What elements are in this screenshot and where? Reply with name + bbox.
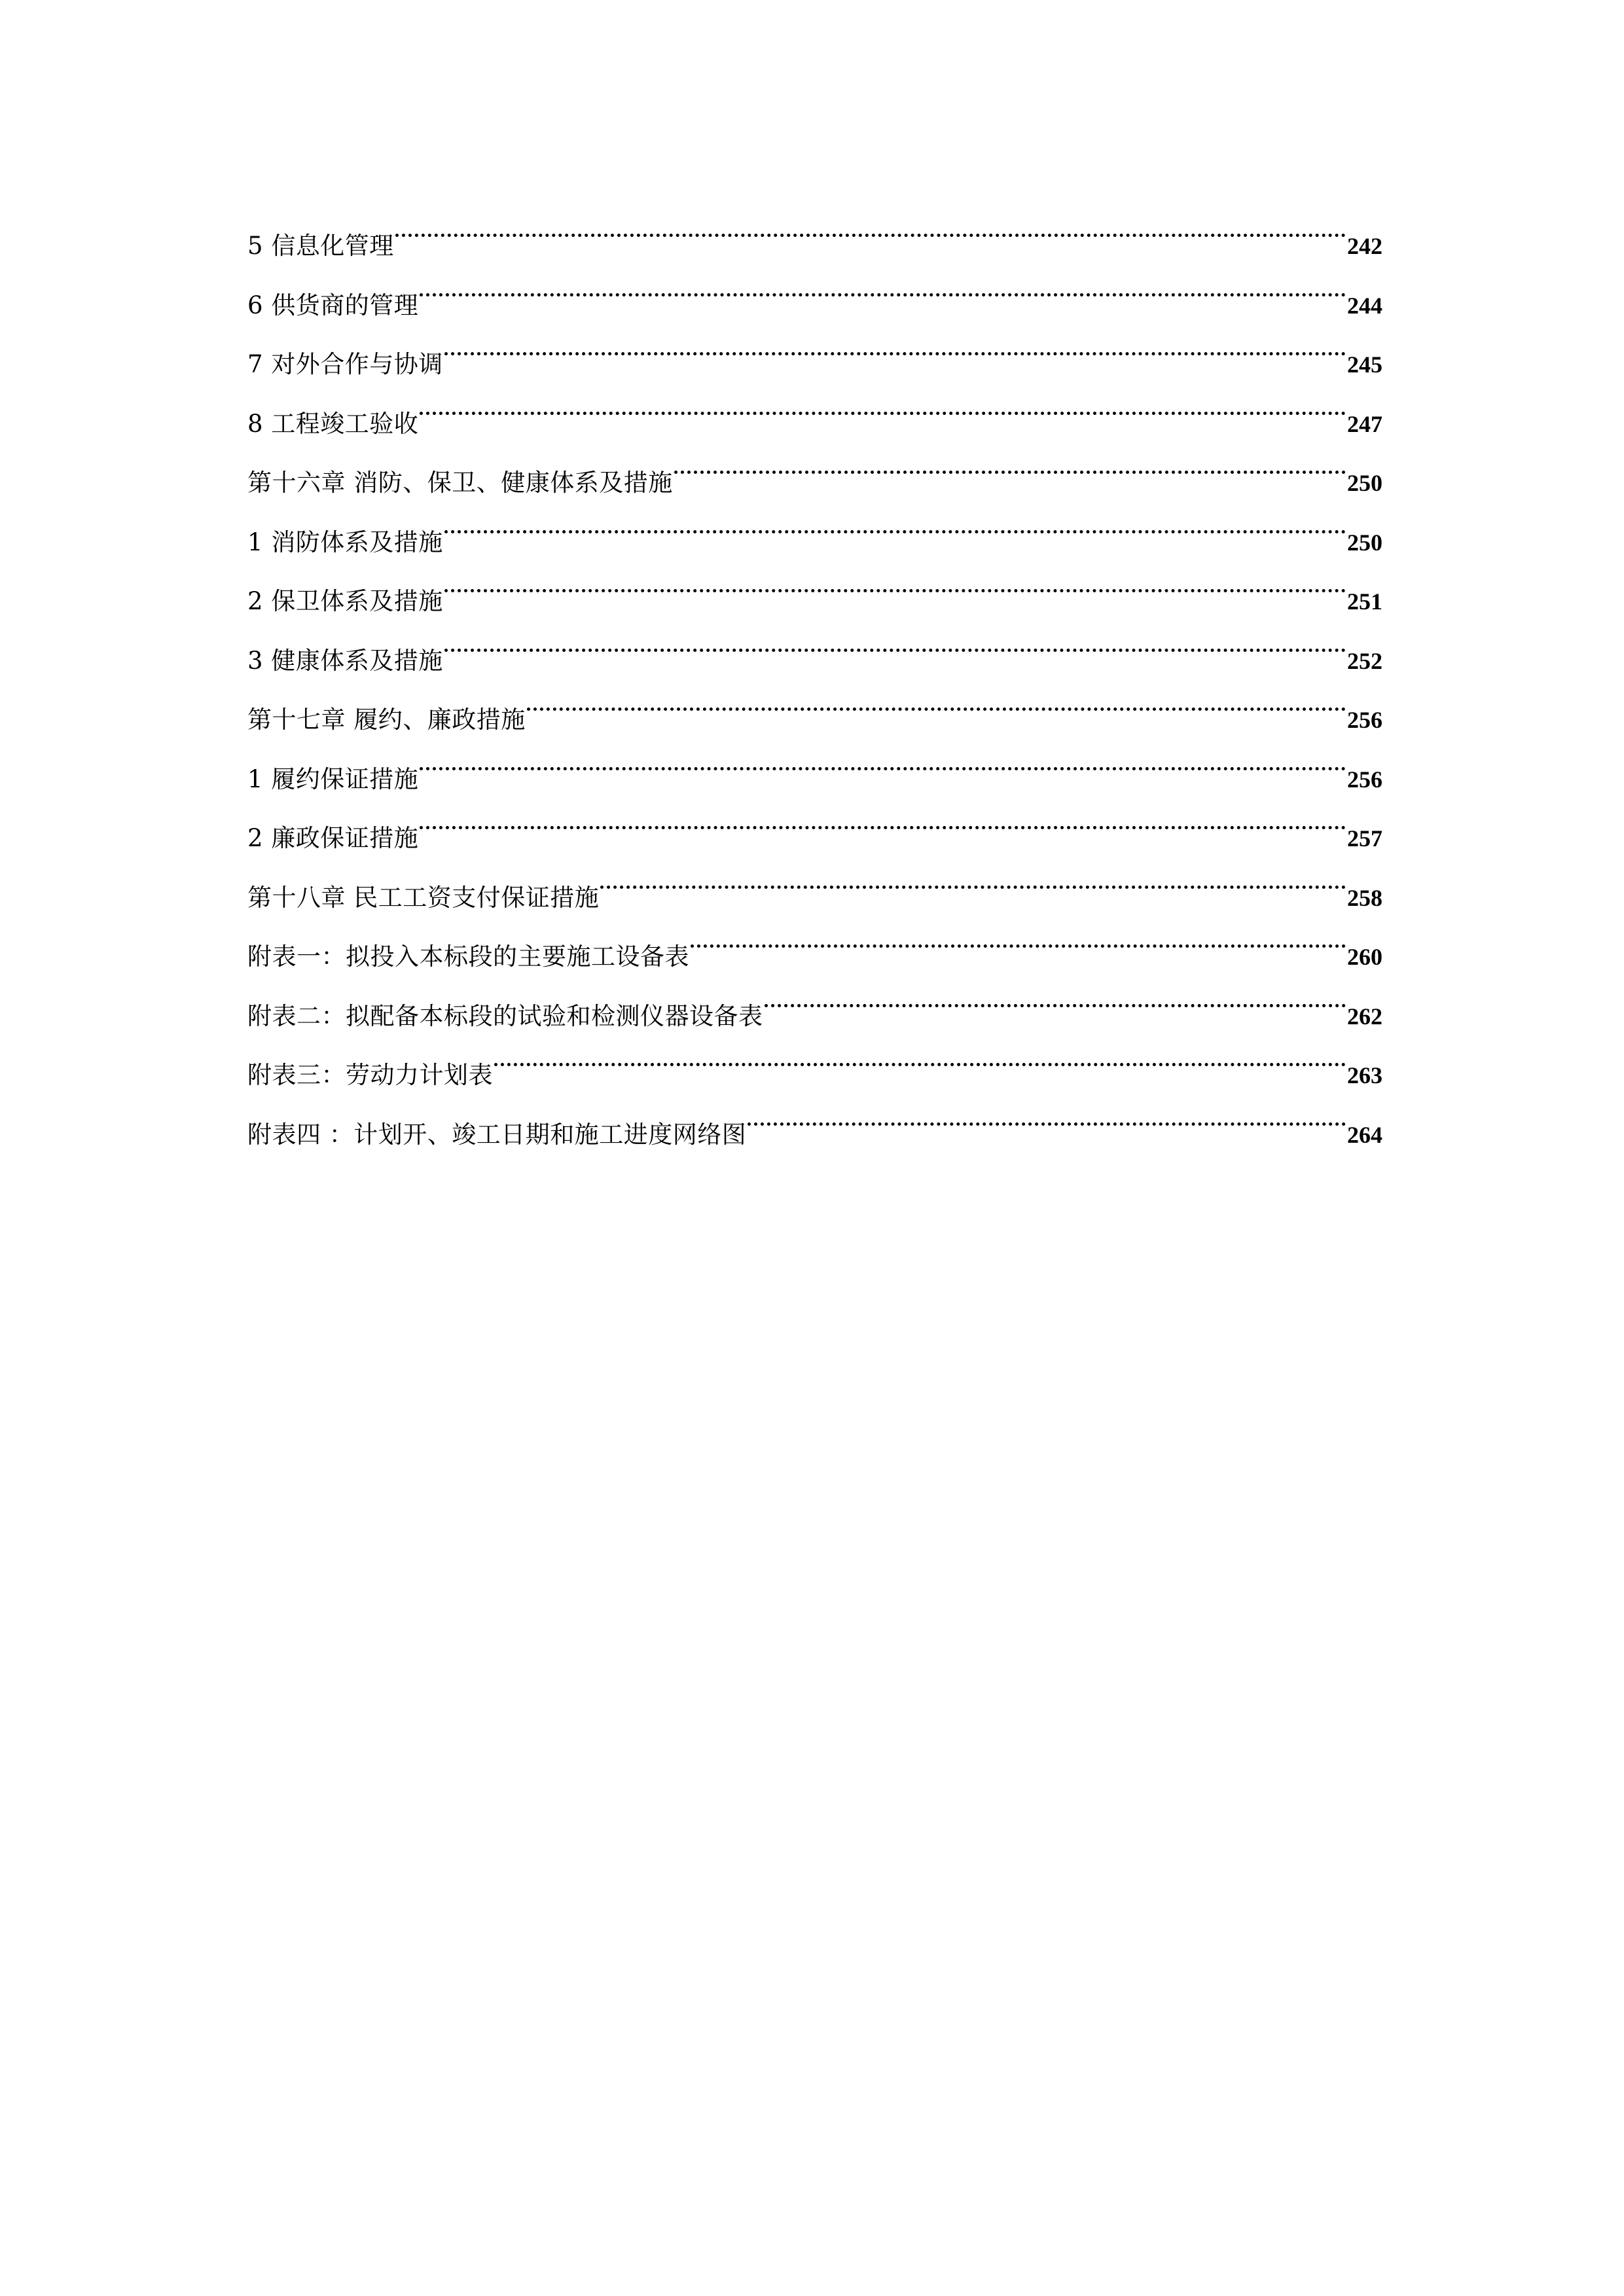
toc-entry-title: 附表二：拟配备本标段的试验和检测仪器设备表 <box>247 1001 763 1030</box>
toc-dot-leader <box>420 787 1346 846</box>
toc-entry-title: 3 健康体系及措施 <box>247 646 443 675</box>
toc-entry-title: 5 信息化管理 <box>247 232 394 260</box>
toc-entry-title: 2 保卫体系及措施 <box>247 587 443 615</box>
toc-dot-leader <box>420 373 1346 432</box>
toc-dot-leader <box>420 255 1346 314</box>
toc-entry-page-number: 247 <box>1347 410 1382 437</box>
toc-entry-page-number: 258 <box>1347 884 1382 911</box>
toc-entry-title: 1 消防体系及措施 <box>247 528 443 556</box>
toc-entry-page-number: 256 <box>1347 766 1382 793</box>
toc-entry-page-number: 242 <box>1347 233 1382 259</box>
toc-dot-leader <box>395 195 1346 254</box>
toc-entry-title: 附表四 ：计划开、竣工日期和施工进度网络图 <box>247 1120 747 1149</box>
toc-dot-leader <box>600 847 1346 906</box>
toc-dot-leader <box>444 610 1346 669</box>
toc-entry-page-number: 251 <box>1347 588 1382 615</box>
toc-entry-page-number: 256 <box>1347 707 1382 733</box>
toc-entry-title: 7 对外合作与协调 <box>247 350 443 378</box>
toc-entry-page-number: 250 <box>1347 470 1382 496</box>
toc-entry-page-number: 252 <box>1347 647 1382 674</box>
toc-entry-page-number: 262 <box>1347 1003 1382 1030</box>
table-of-contents <box>247 195 1382 1149</box>
toc-entry-page-number: 260 <box>1347 944 1382 970</box>
toc-dot-leader <box>494 1024 1346 1083</box>
toc-entry-page-number: 245 <box>1347 351 1382 378</box>
toc-entry-page-number: 264 <box>1347 1121 1382 1148</box>
toc-dot-leader <box>691 906 1346 965</box>
toc-entry[interactable] <box>247 255 1382 319</box>
toc-dot-leader <box>444 314 1346 372</box>
toc-dot-leader <box>444 550 1346 609</box>
toc-entry-title: 附表三：劳动力计划表 <box>247 1061 493 1089</box>
toc-entry-title: 附表一：拟投入本标段的主要施工设备表 <box>247 942 689 971</box>
toc-entry-title: 第十七章 履约、廉政措施 <box>247 706 526 734</box>
toc-entry-title: 1 履约保证措施 <box>247 764 419 793</box>
toc-entry[interactable] <box>247 195 1382 260</box>
toc-entry-page-number: 257 <box>1347 825 1382 852</box>
toc-entry-title: 第十八章 民工工资支付保证措施 <box>247 883 600 912</box>
toc-entry-title: 8 工程竣工验收 <box>247 409 419 438</box>
toc-entry-title: 6 供货商的管理 <box>247 291 419 319</box>
toc-entry-title: 第十六章 消防、保卫、健康体系及措施 <box>247 469 673 497</box>
toc-entry-page-number: 244 <box>1347 292 1382 319</box>
toc-entry-page-number: 250 <box>1347 529 1382 556</box>
toc-dot-leader <box>765 965 1346 1024</box>
toc-dot-leader <box>748 1084 1346 1143</box>
toc-dot-leader <box>444 492 1346 550</box>
toc-dot-leader <box>420 728 1346 787</box>
toc-entry-title: 2 廉政保证措施 <box>247 824 419 852</box>
toc-entry-page-number: 263 <box>1347 1062 1382 1088</box>
toc-dot-leader <box>674 432 1346 491</box>
toc-dot-leader <box>527 669 1346 728</box>
